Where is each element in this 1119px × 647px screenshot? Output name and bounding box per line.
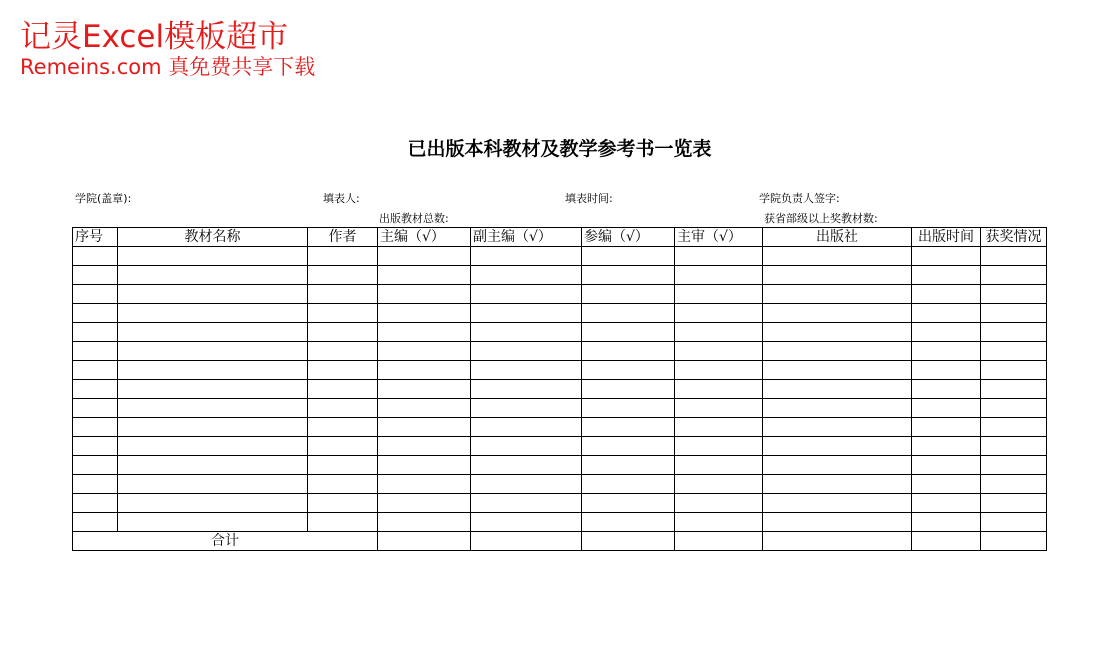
- table-cell[interactable]: [981, 475, 1047, 494]
- table-cell[interactable]: [471, 342, 582, 361]
- table-cell[interactable]: [73, 304, 118, 323]
- header-awards: 获奖情况: [981, 228, 1047, 247]
- table-cell[interactable]: [378, 361, 471, 380]
- total-cell[interactable]: [912, 532, 981, 551]
- header-author: 作者: [308, 228, 378, 247]
- table-cell[interactable]: [912, 399, 981, 418]
- table-cell[interactable]: [73, 380, 118, 399]
- table-cell[interactable]: [73, 418, 118, 437]
- table-row: [73, 247, 1047, 266]
- table-row: [73, 323, 1047, 342]
- table-cell[interactable]: [118, 494, 308, 513]
- table-row: [73, 437, 1047, 456]
- table-cell[interactable]: [73, 342, 118, 361]
- table-cell[interactable]: [378, 399, 471, 418]
- table-cell[interactable]: [471, 304, 582, 323]
- table-cell[interactable]: [912, 247, 981, 266]
- table-cell[interactable]: [912, 513, 981, 532]
- table-cell[interactable]: [912, 285, 981, 304]
- table-cell[interactable]: [378, 342, 471, 361]
- table-cell[interactable]: [378, 513, 471, 532]
- table-row: [73, 380, 1047, 399]
- table-cell[interactable]: [675, 247, 763, 266]
- table-cell[interactable]: [675, 437, 763, 456]
- table-cell[interactable]: [675, 304, 763, 323]
- table-cell[interactable]: [912, 266, 981, 285]
- table-cell[interactable]: [981, 456, 1047, 475]
- table-cell[interactable]: [981, 323, 1047, 342]
- table-cell[interactable]: [118, 361, 308, 380]
- table-cell[interactable]: [378, 285, 471, 304]
- table-cell[interactable]: [471, 437, 582, 456]
- table-cell[interactable]: [912, 304, 981, 323]
- table-cell[interactable]: [675, 361, 763, 380]
- table-cell[interactable]: [378, 304, 471, 323]
- table-cell[interactable]: [763, 456, 912, 475]
- table-cell[interactable]: [981, 361, 1047, 380]
- table-cell[interactable]: [471, 418, 582, 437]
- total-cell[interactable]: [763, 532, 912, 551]
- table-cell[interactable]: [73, 323, 118, 342]
- header-publisher: 出版社: [763, 228, 912, 247]
- table-cell[interactable]: [73, 437, 118, 456]
- filled-by-label: 填表人:: [323, 192, 360, 205]
- table-cell[interactable]: [378, 437, 471, 456]
- table-cell[interactable]: [308, 456, 378, 475]
- table-cell[interactable]: [582, 342, 675, 361]
- table-cell[interactable]: [471, 399, 582, 418]
- table-row: [73, 285, 1047, 304]
- table-cell[interactable]: [378, 418, 471, 437]
- total-row: [73, 532, 1047, 551]
- table-row: [73, 494, 1047, 513]
- table-cell[interactable]: [73, 399, 118, 418]
- table-cell[interactable]: [378, 266, 471, 285]
- header-reviewer: 主审（√）: [675, 228, 763, 247]
- table-cell[interactable]: [675, 266, 763, 285]
- table-cell[interactable]: [118, 513, 308, 532]
- table-row: [73, 475, 1047, 494]
- table-cell[interactable]: [73, 456, 118, 475]
- table-cell[interactable]: [73, 513, 118, 532]
- header-textbook-name: 教材名称: [118, 228, 308, 247]
- table-cell[interactable]: [471, 494, 582, 513]
- table-row: [73, 342, 1047, 361]
- table-cell[interactable]: [675, 418, 763, 437]
- table-cell[interactable]: [675, 399, 763, 418]
- table-cell[interactable]: [308, 399, 378, 418]
- table-cell[interactable]: [582, 513, 675, 532]
- header-chief-editor: 主编（√）: [378, 228, 471, 247]
- table-cell[interactable]: [763, 323, 912, 342]
- table-row: [73, 399, 1047, 418]
- table-cell[interactable]: [763, 399, 912, 418]
- table-cell[interactable]: [308, 266, 378, 285]
- total-cell[interactable]: [378, 532, 471, 551]
- table-cell[interactable]: [675, 323, 763, 342]
- table-cell[interactable]: [582, 266, 675, 285]
- table-cell[interactable]: [308, 418, 378, 437]
- table-cell[interactable]: [118, 399, 308, 418]
- table-cell[interactable]: [582, 361, 675, 380]
- table-cell[interactable]: [763, 304, 912, 323]
- table-cell[interactable]: [118, 285, 308, 304]
- header-index: 序号: [73, 228, 118, 247]
- total-textbooks-label: 出版教材总数:: [379, 212, 449, 225]
- table-row: [73, 456, 1047, 475]
- table-cell[interactable]: [912, 418, 981, 437]
- table-cell[interactable]: [912, 342, 981, 361]
- table-cell[interactable]: [471, 361, 582, 380]
- table-cell[interactable]: [763, 266, 912, 285]
- table-cell[interactable]: [763, 247, 912, 266]
- fill-date-label: 填表时间:: [565, 192, 613, 205]
- table-cell[interactable]: [308, 380, 378, 399]
- textbook-table: [72, 227, 1047, 551]
- table-cell[interactable]: [118, 456, 308, 475]
- table-cell[interactable]: [912, 323, 981, 342]
- header-publish-date: 出版时间: [912, 228, 981, 247]
- table-cell[interactable]: [471, 456, 582, 475]
- table-cell[interactable]: [981, 304, 1047, 323]
- total-cell[interactable]: [981, 532, 1047, 551]
- header-row: [73, 228, 1047, 247]
- table-cell[interactable]: [912, 456, 981, 475]
- table-cell[interactable]: [763, 494, 912, 513]
- table-cell[interactable]: [981, 247, 1047, 266]
- table-cell[interactable]: [981, 418, 1047, 437]
- document-title: 已出版本科教材及教学参考书一览表: [407, 138, 712, 160]
- table-cell[interactable]: [582, 399, 675, 418]
- table-cell[interactable]: [378, 456, 471, 475]
- table-cell[interactable]: [763, 380, 912, 399]
- head-signature-label: 学院负责人签字:: [759, 192, 840, 205]
- table-cell[interactable]: [763, 418, 912, 437]
- table-row: [73, 361, 1047, 380]
- table-cell[interactable]: [912, 475, 981, 494]
- table-cell[interactable]: [308, 361, 378, 380]
- watermark-title: 记灵Excel模板超市: [20, 19, 289, 55]
- table-cell[interactable]: [582, 247, 675, 266]
- total-cell[interactable]: [582, 532, 675, 551]
- table-cell[interactable]: [118, 475, 308, 494]
- table-cell[interactable]: [675, 342, 763, 361]
- table-cell[interactable]: [582, 285, 675, 304]
- table-cell[interactable]: [118, 342, 308, 361]
- table-row: [73, 513, 1047, 532]
- table-row: [73, 418, 1047, 437]
- table-cell[interactable]: [763, 361, 912, 380]
- table-cell[interactable]: [73, 247, 118, 266]
- table-cell[interactable]: [118, 380, 308, 399]
- table-cell[interactable]: [118, 323, 308, 342]
- table-cell[interactable]: [118, 418, 308, 437]
- table-cell[interactable]: [675, 475, 763, 494]
- table-cell[interactable]: [378, 494, 471, 513]
- table-cell[interactable]: [73, 361, 118, 380]
- table-cell[interactable]: [471, 380, 582, 399]
- table-row: [73, 266, 1047, 285]
- award-count-label: 获省部级以上奖教材数:: [764, 212, 878, 225]
- table-cell[interactable]: [471, 247, 582, 266]
- table-cell[interactable]: [308, 304, 378, 323]
- table-cell[interactable]: [763, 513, 912, 532]
- table-cell[interactable]: [675, 513, 763, 532]
- table-cell[interactable]: [73, 285, 118, 304]
- table-cell[interactable]: [582, 304, 675, 323]
- header-contributor: 参编（√）: [582, 228, 675, 247]
- table-cell[interactable]: [308, 494, 378, 513]
- table-cell[interactable]: [471, 475, 582, 494]
- table-cell[interactable]: [582, 494, 675, 513]
- table-cell[interactable]: [763, 342, 912, 361]
- table-cell[interactable]: [912, 380, 981, 399]
- table-cell[interactable]: [675, 456, 763, 475]
- table-cell[interactable]: [912, 361, 981, 380]
- total-cell[interactable]: [675, 532, 763, 551]
- table-cell[interactable]: [378, 380, 471, 399]
- table-cell[interactable]: [582, 323, 675, 342]
- college-seal-label: 学院(盖章):: [75, 192, 132, 205]
- table-cell[interactable]: [582, 456, 675, 475]
- table-cell[interactable]: [378, 323, 471, 342]
- table-cell[interactable]: [981, 494, 1047, 513]
- table-cell[interactable]: [308, 247, 378, 266]
- table-cell[interactable]: [981, 513, 1047, 532]
- table-cell[interactable]: [763, 437, 912, 456]
- table-cell[interactable]: [763, 475, 912, 494]
- total-cell[interactable]: [471, 532, 582, 551]
- table-cell[interactable]: [582, 418, 675, 437]
- table-cell[interactable]: [73, 475, 118, 494]
- table-cell[interactable]: [73, 494, 118, 513]
- table-cell[interactable]: [118, 247, 308, 266]
- table-cell[interactable]: [763, 285, 912, 304]
- table-cell[interactable]: [675, 494, 763, 513]
- table-row: [73, 304, 1047, 323]
- table-body: [73, 247, 1047, 532]
- table-cell[interactable]: [308, 513, 378, 532]
- table-cell[interactable]: [912, 437, 981, 456]
- total-label: 合计: [73, 532, 378, 551]
- table-cell[interactable]: [471, 513, 582, 532]
- table-cell[interactable]: [981, 399, 1047, 418]
- table-cell[interactable]: [118, 304, 308, 323]
- table-cell[interactable]: [981, 285, 1047, 304]
- table-cell[interactable]: [378, 475, 471, 494]
- table-cell[interactable]: [981, 266, 1047, 285]
- table-cell[interactable]: [582, 475, 675, 494]
- table-cell[interactable]: [308, 323, 378, 342]
- table-cell[interactable]: [378, 247, 471, 266]
- table-cell[interactable]: [912, 494, 981, 513]
- watermark-subtitle: Remeins.com 真免费共享下载: [20, 55, 316, 79]
- table-cell[interactable]: [118, 437, 308, 456]
- table-cell[interactable]: [471, 323, 582, 342]
- table-cell[interactable]: [981, 380, 1047, 399]
- table-cell[interactable]: [981, 437, 1047, 456]
- table-cell[interactable]: [308, 475, 378, 494]
- table-cell[interactable]: [308, 437, 378, 456]
- table-cell[interactable]: [73, 266, 118, 285]
- table-cell[interactable]: [471, 285, 582, 304]
- table-cell[interactable]: [308, 342, 378, 361]
- table-cell[interactable]: [582, 380, 675, 399]
- table-cell[interactable]: [471, 266, 582, 285]
- table-cell[interactable]: [675, 285, 763, 304]
- table-cell[interactable]: [308, 285, 378, 304]
- table-cell[interactable]: [981, 342, 1047, 361]
- table-cell[interactable]: [118, 266, 308, 285]
- table-cell[interactable]: [675, 380, 763, 399]
- table-cell[interactable]: [582, 437, 675, 456]
- header-deputy-editor: 副主编（√）: [471, 228, 582, 247]
